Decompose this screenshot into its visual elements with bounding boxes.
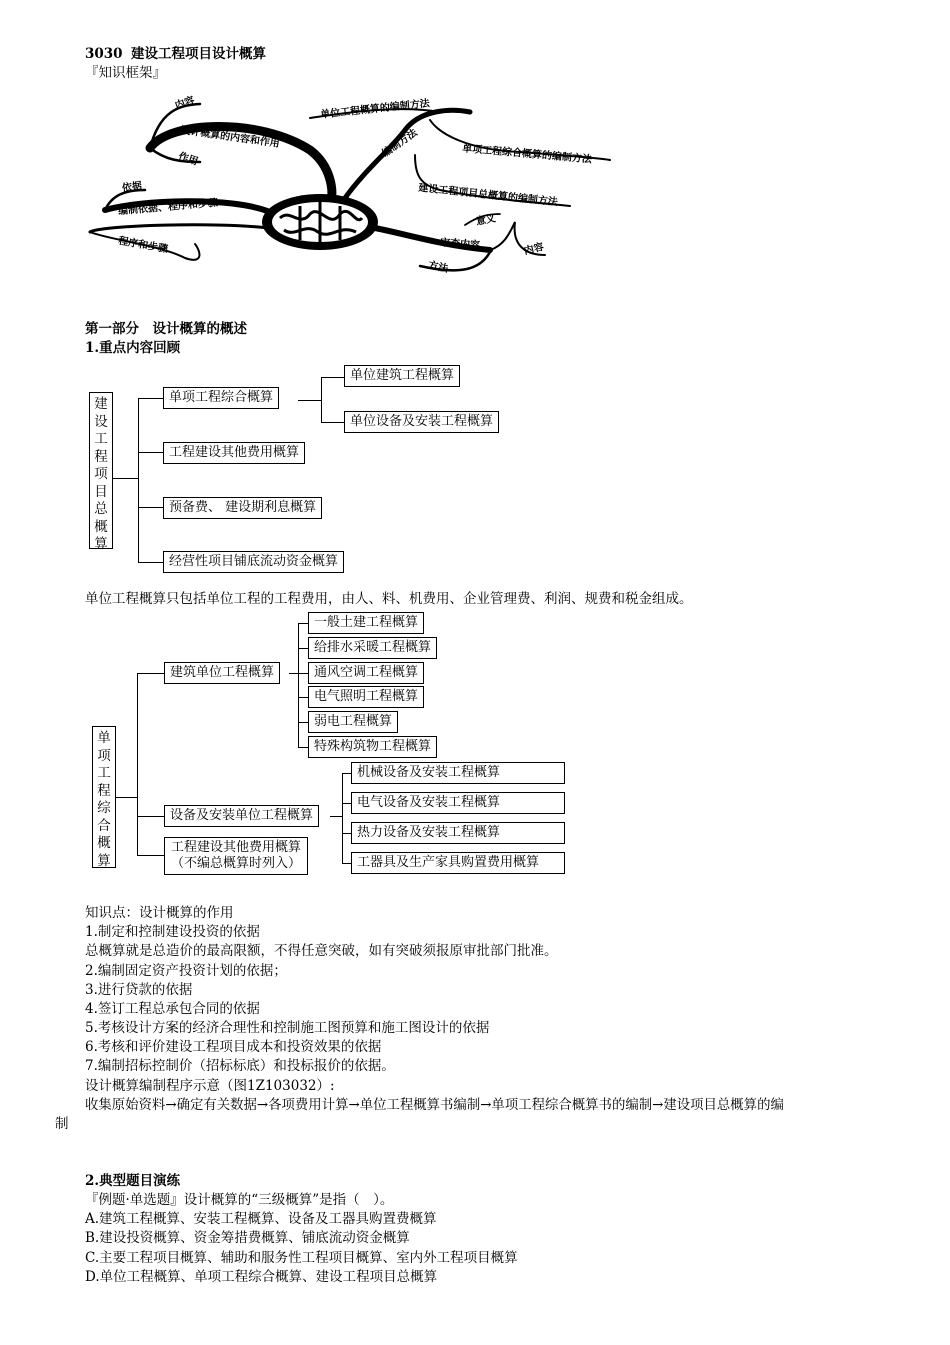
equipment-item-4: 工器具及生产家具购置费用概算: [351, 852, 565, 874]
diagram1-unit-equipment: 单位设备及安装工程概算: [344, 411, 499, 433]
mindmap-total-method: 建设工程项目总概算的编制方法: [417, 182, 559, 209]
building-item-4: 电气照明工程概算: [308, 686, 424, 708]
practice-heading: 2.典型题目演练: [85, 1173, 181, 1189]
diagram1-other: 工程建设其他费用概算: [163, 442, 305, 464]
diagram1-working-capital: 经营性项目铺底流动资金概算: [163, 551, 344, 573]
option-d: D.单位工程概算、单项工程综合概算、建设工程项目总概算: [85, 1269, 438, 1285]
mindmap-basis: 依据: [121, 180, 143, 195]
knowledge-item: 7.编制招标控制价（招标标底）和投标报价的依据。: [85, 1058, 395, 1074]
knowledge-item: 设计概算编制程序示意（图1Z103032）:: [85, 1078, 335, 1094]
equipment-item-1: 机械设备及安装工程概算: [351, 762, 565, 784]
diagram1-unit-building: 单位建筑工程概算: [344, 365, 460, 387]
knowledge-item: 2.编制固定资产投资计划的依据；: [85, 963, 287, 979]
review-heading: 1.重点内容回顾: [85, 340, 181, 356]
option-a: A.建筑工程概算、安装工程概算、设备及工器具购置费概算: [85, 1211, 437, 1227]
option-c: C.主要工程项目概算、辅助和服务性工程项目概算、室内外工程项目概算: [85, 1250, 518, 1266]
mindmap-unit-method: 单位工程概算的编制方法: [319, 98, 431, 121]
equipment-item-3: 热力设备及安装工程概算: [351, 822, 565, 844]
diagram2-other: 工程建设其他费用概算 （不编总概算时列入）: [164, 837, 308, 875]
mindmap-single-method: 单项工程综合概算的编制方法: [461, 143, 593, 166]
diagram1-reserve: 预备费、 建设期利息概算: [163, 497, 322, 519]
diagram2-building: 建筑单位工程概算: [164, 662, 280, 684]
unit-note: 单位工程概算只包括单位工程的工程费用，由人、料、机费用、企业管理费、利润、规费和税金组成。: [85, 591, 693, 607]
procedure-flow: 收集原始资料→确定有关数据→各项费用计算→单位工程概算书编制→单项工程综合概算书的编制→建设项目总概算的编: [85, 1098, 784, 1113]
mindmap-content: 内容: [173, 94, 197, 113]
option-b: B.建设投资概算、资金筹措费概算、铺底流动资金概算: [85, 1230, 410, 1246]
mindmap-basis-procedure: 编制依据、程序和步骤: [117, 197, 219, 218]
knowledge-heading: 知识点：设计概算的作用: [85, 905, 234, 921]
building-item-5: 弱电工程概算: [308, 711, 398, 733]
knowledge-item: 4.签订工程总承包合同的依据: [85, 1001, 260, 1017]
building-item-2: 给排水采暖工程概算: [308, 637, 437, 659]
diagram1-single: 单项工程综合概算: [163, 387, 279, 409]
mindmap-method: 编制方法: [380, 127, 420, 160]
mindmap-procedure: 程序和步骤: [117, 235, 169, 256]
mindmap-meaning: 意义: [475, 213, 497, 228]
knowledge-item: 1.制定和控制建设投资的依据: [85, 924, 260, 940]
equipment-item-2: 电气设备及安装工程概算: [351, 792, 565, 814]
mindmap-review-content: 审查内容: [439, 237, 481, 252]
mindmap-methods: 方法: [427, 260, 449, 275]
diagram2-equipment: 设备及安装单位工程概算: [164, 805, 319, 827]
mindmap-role: 作用: [176, 151, 200, 168]
mindmap-content2: 内容: [522, 241, 546, 258]
knowledge-item: 5.考核设计方案的经济合理性和控制施工图预算和施工图设计的依据: [85, 1020, 490, 1036]
section-title: 建设工程项目设计概算: [131, 46, 266, 62]
framework-label: 『知识框架』: [85, 65, 166, 81]
knowledge-item: 6.考核和评价建设工程项目成本和投资效果的依据: [85, 1039, 382, 1055]
building-item-1: 一般土建工程概算: [308, 612, 424, 634]
practice-question: 『例题·单选题』设计概算的“三级概算”是指（ ）。: [85, 1192, 394, 1208]
part1-title: 第一部分 设计概算的概述: [85, 321, 247, 337]
section-code: 3030: [85, 46, 123, 62]
mindmap-content-and-role: 设计概算的内容和作用: [179, 125, 281, 150]
diagram2-root: 单 项 工 程 综 合 概 算: [92, 726, 116, 868]
knowledge-item: 总概算就是总造价的最高限额，不得任意突破，如有突破须报原审批部门批准。: [85, 943, 558, 959]
procedure-flow-cont: 制: [55, 1116, 69, 1132]
building-item-6: 特殊构筑物工程概算: [308, 736, 437, 758]
building-item-3: 通风空调工程概算: [308, 662, 424, 684]
knowledge-item: 3.进行贷款的依据: [85, 982, 193, 998]
diagram1-root: 建 设 工 程 项 目 总 概 算: [89, 392, 113, 549]
